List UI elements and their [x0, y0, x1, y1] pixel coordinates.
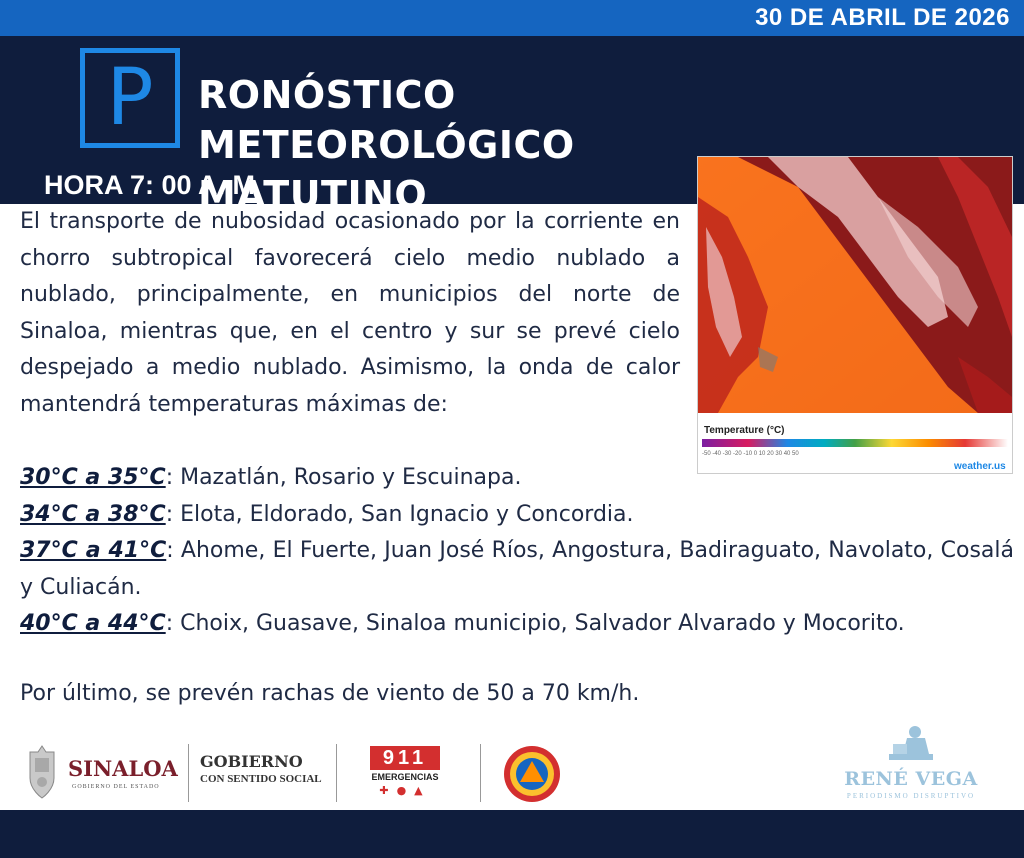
map-scale-ticks: -50 -40 -30 -20 -10 0 10 20 30 40 50: [702, 451, 799, 457]
range-places: : Elota, Eldorado, San Ignacio y Concordia.: [165, 501, 634, 527]
journalist-icon: [881, 724, 941, 764]
range-value: 37°C a 41°C: [20, 538, 167, 563]
gobierno-subtitle: CON SENTIDO SOCIAL: [200, 773, 322, 785]
rene-vega-logo: [836, 730, 986, 806]
footer-bar: [0, 810, 1024, 858]
range-places: : Ahome, El Fuerte, Juan José Ríos, Angostura, Badiraguato, Navolato, Cosalá y Culiacán.: [20, 538, 1015, 600]
proteccion-civil-logo: [502, 744, 562, 804]
range-row: [20, 533, 1014, 606]
temperature-map-image: [698, 157, 1012, 473]
page-title: RONÓSTICO METEOROLÓGICO MATUTINO: [198, 73, 575, 217]
temperature-scale-bar: [702, 439, 1008, 447]
temperature-ranges: [20, 460, 1014, 643]
range-places: : Choix, Guasave, Sinaloa municipio, Salvador Alvarado y Mocorito.: [165, 611, 905, 636]
logo-divider: [188, 744, 189, 802]
top-strip: [0, 0, 1024, 36]
closing-paragraph: Por último, se prevén rachas de viento de 50 a 70 km/h.: [20, 681, 640, 706]
range-row: [20, 497, 1014, 534]
date-label: 30 DE ABRIL DE 2026: [755, 4, 1010, 31]
emergency-icons: ✚●▲: [379, 784, 431, 797]
rene-vega-wordmark: RENÉ VEGA: [844, 768, 978, 790]
title-initial: P: [106, 53, 154, 143]
rene-vega-subtitle: PERIODISMO DISRUPTIVO: [846, 792, 976, 800]
range-value: 40°C a 44°C: [20, 611, 166, 636]
forecast-time: HORA 7: 00 A. M: [44, 170, 256, 200]
sinaloa-logo: [24, 742, 194, 802]
emergencias-label: EMERGENCIAS: [371, 772, 439, 782]
range-row: [20, 606, 1014, 643]
gobierno-wordmark: GOBIERNO: [200, 752, 303, 771]
range-row: [20, 460, 1014, 497]
coat-of-arms-icon: [24, 744, 60, 802]
title-initial-box: [80, 48, 180, 148]
sinaloa-wordmark: SINALOA: [68, 756, 178, 781]
proteccion-civil-icon: [502, 744, 562, 804]
temperature-map: [697, 156, 1013, 474]
range-value: 30°C a 35°C: [20, 465, 166, 490]
map-brand: weather.us: [954, 461, 1006, 472]
range-places: : Mazatlán, Rosario y Escuinapa.: [165, 465, 522, 490]
range-value: 34°C a 38°C: [20, 501, 166, 527]
logo-divider: [480, 744, 481, 802]
n911-label: 911: [370, 746, 440, 770]
sinaloa-subtitle: GOBIERNO DEL ESTADO: [72, 784, 160, 790]
logos-row: [0, 730, 1024, 810]
logo-divider: [336, 744, 337, 802]
map-legend-title: Temperature (°C): [704, 425, 785, 436]
forecast-paragraph: El transporte de nubosidad ocasionado por la corriente en chorro subtropical favorecerá cielo medio nublado a nublado, principalmente, en municipios del norte de Sinaloa, mientras que, en el centro y sur se prevé cielo despejado a medio nublado. Asimismo, la onda de calor mantendrá temperaturas máximas de:: [20, 209, 680, 417]
emergencias-911-logo: [370, 746, 440, 802]
